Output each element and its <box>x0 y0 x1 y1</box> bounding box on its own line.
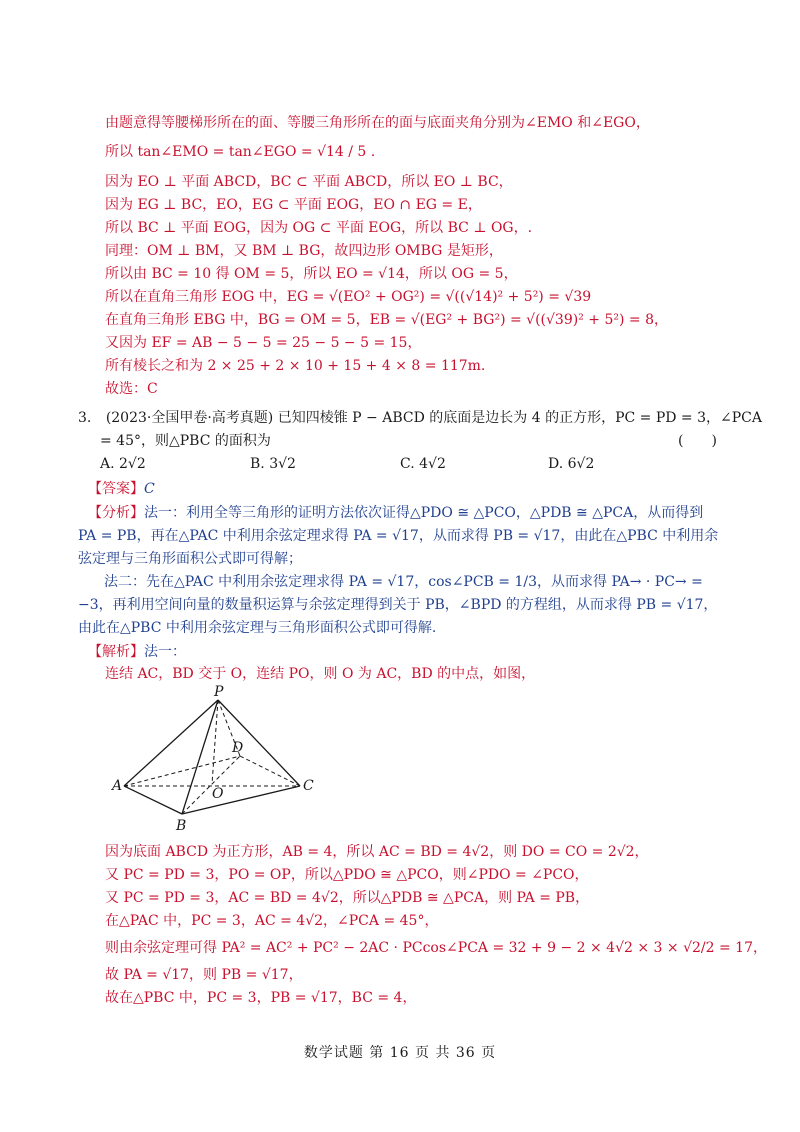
solution-label: 【解析】 <box>88 644 144 660</box>
solution-line: 所以由 BC = 10 得 OM = 5，所以 EO = √14，所以 OG = 5， <box>105 266 518 282</box>
question-line-2: = 45°，则△PBC 的面积为 <box>100 433 271 449</box>
label-p: P <box>214 684 224 700</box>
analysis-method-1 <box>78 502 720 571</box>
solution-line: 由题意得等腰梯形所在的面、等腰三角形所在的面与底面夹角分别为∠EMO 和∠EGO， <box>105 115 650 131</box>
solution-heading <box>88 642 186 662</box>
option-d: D. 6√2 <box>548 456 595 472</box>
solution-line: 所以 tan∠EMO = tan∠EGO = √14 / 5 . <box>105 144 376 160</box>
edge-ab <box>124 786 182 814</box>
analysis-method-2: 法二：先在△PAC 中利用余弦定理求得 PA = √17，cos∠PCB = 1/3，从而求得 PA→ · PC→ = −3，再利用空间向量的数量积运算与余弦定理得到关于 PB，∠BPD 的方程组，从而求得 PB = √17，由此在△PBC 中利用余弦定理与三角形面积公式即可得解. <box>78 574 718 636</box>
edge-ad <box>124 756 240 786</box>
option-c: C. 4√2 <box>400 456 446 472</box>
solution-line: 因为底面 ABCD 为正方形，AB = 4，所以 AC = BD = 4√2，则 DO = CO = 2√2， <box>105 844 649 860</box>
solution-line: 则由余弦定理可得 PA² = AC² + PC² − 2AC · PCcos∠PCA = 32 + 9 − 2 × 4√2 × 3 × √2/2 = 17， <box>105 940 767 956</box>
label-b: B <box>176 818 187 834</box>
solution-method-label: 法一： <box>144 644 186 660</box>
solution-line: 又 PC = PD = 3，AC = BD = 4√2，所以△PDB ≅ △PCA，则 PA = PB， <box>105 890 590 906</box>
solution-line: 因为 EO ⊥ 平面 ABCD，BC ⊂ 平面 ABCD，所以 EO ⊥ BC， <box>105 174 513 190</box>
label-d: D <box>232 740 244 756</box>
option-a: A. 2√2 <box>100 456 146 472</box>
solution-line: 故在△PBC 中，PC = 3，PB = √17，BC = 4， <box>105 990 417 1006</box>
analysis-text-1: 法一：利用全等三角形的证明方法依次证得△PDO ≅ △PCO，△PDB ≅ △PCA，从而得到 PA = PB，再在△PAC 中利用余弦定理求得 PA = √17，从而求得 PB = √17，由此在△PBC 中利用余弦定理与三角形面积公式即可得解； <box>78 505 719 567</box>
label-c: C <box>303 778 314 794</box>
edge-pc <box>218 700 300 786</box>
solution-line: 因为 EG ⊥ BC，EO，EG ⊂ 平面 EOG，EO ∩ EG = E， <box>105 197 482 213</box>
solution-line: 所以在直角三角形 EOG 中，EG = √(EO² + OG²) = √((√14)² + 5²) = √39 <box>105 289 592 305</box>
question-number: 3. <box>78 410 92 426</box>
page-footer: 数学试题 第 16 页 共 36 页 <box>303 1045 497 1061</box>
solution-line: 故 PA = √17，则 PB = √17， <box>105 967 303 983</box>
solution-intro: 连结 AC，BD 交于 O，连结 PO，则 O 为 AC，BD 的中点，如图， <box>105 666 536 682</box>
solution-line: 所有棱长之和为 2 × 25 + 2 × 10 + 15 + 4 × 8 = 117m. <box>105 358 486 374</box>
label-a: A <box>112 778 123 794</box>
solution-line: 又因为 EF = AB − 5 − 5 = 25 − 5 − 5 = 15， <box>105 335 422 351</box>
label-o: O <box>212 786 224 802</box>
answer-label: 【答案】 <box>88 481 144 497</box>
edge-po <box>212 700 218 784</box>
solution-line: 又 PC = PD = 3，PO = OP，所以△PDO ≅ △PCO，则∠PDO = ∠PCO， <box>105 867 589 883</box>
solution-line: 同理：OM ⊥ BM，又 BM ⊥ BG，故四边形 OMBG 是矩形， <box>105 243 503 259</box>
question-stem: (2023·全国甲卷·高考真题) 已知四棱锥 P − ABCD 的底面是边长为 4 的正方形，PC = PD = 3，∠PCA <box>105 410 762 426</box>
option-b: B. 3√2 <box>250 456 296 472</box>
solution-line: 所以 BC ⊥ 平面 EOG，因为 OG ⊂ 平面 EOG，所以 BC ⊥ OG，. <box>105 220 533 236</box>
answer-value: C <box>144 481 155 497</box>
question-line-1 <box>78 408 762 428</box>
answer-bracket: ( ) <box>678 433 717 449</box>
edge-cd <box>240 756 300 786</box>
solution-line: 故选：C <box>105 381 158 397</box>
answer-line <box>88 479 155 499</box>
edge-bc <box>182 786 300 814</box>
solution-line: 在△PAC 中，PC = 3，AC = 4√2，∠PCA = 45°， <box>105 913 439 929</box>
analysis-label: 【分析】 <box>88 505 144 521</box>
solution-line: 在直角三角形 EBG 中，BG = OM = 5，EB = √(EG² + BG²) = √((√39)² + 5²) = 8， <box>105 312 668 328</box>
pyramid-figure <box>110 684 330 834</box>
